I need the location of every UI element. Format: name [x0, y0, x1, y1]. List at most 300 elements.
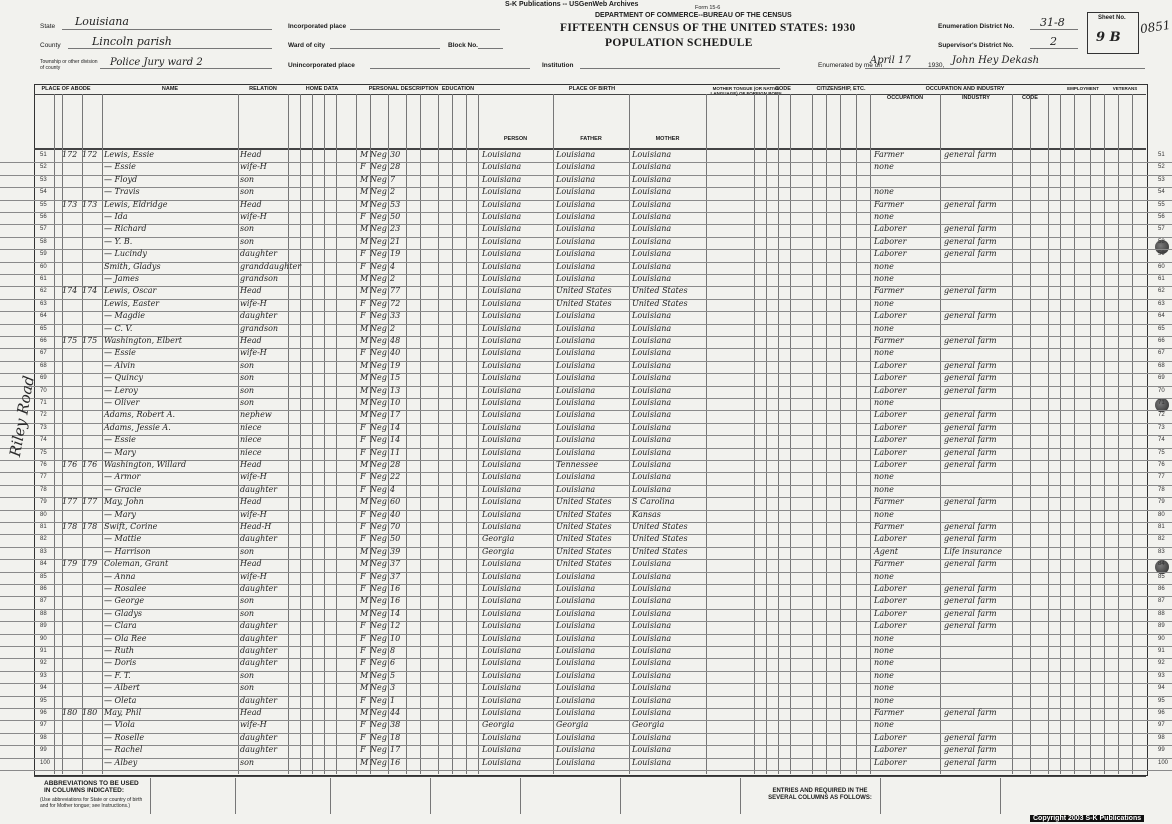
cell-name: — Armor [104, 472, 141, 482]
cell-occ: Laborer [874, 422, 907, 432]
cell-line: 54 [40, 189, 47, 196]
cell-fbp: Louisiana [556, 670, 596, 680]
cell-ind [944, 398, 1010, 408]
table-row [0, 150, 1172, 163]
cell-race: Neg [370, 311, 387, 321]
cell-fam [82, 658, 102, 668]
cell-bp: Louisiana [482, 174, 522, 184]
cell-sex: M [360, 150, 369, 159]
cell-age: 22 [390, 472, 401, 482]
cell-age: 30 [390, 150, 401, 159]
cell-mbp: Georgia [632, 720, 665, 730]
cell-sex: F [360, 484, 366, 494]
table-row [0, 336, 1172, 349]
cell-age: 17 [390, 410, 401, 420]
cell-line-right: 98 [1158, 734, 1165, 741]
cell-occ: Laborer [874, 385, 907, 395]
cell-sex: F [360, 298, 366, 308]
cell-rel: wife-H [240, 348, 267, 358]
cell-line: 96 [40, 710, 47, 716]
cell-name: — C. V. [104, 323, 133, 333]
cell-dwell [62, 745, 84, 755]
cell-ind: general farm [944, 199, 997, 209]
cell-occ: Laborer [874, 460, 907, 469]
cell-fbp: Louisiana [556, 311, 596, 321]
cell-mbp: Louisiana [632, 199, 672, 209]
cell-bp: Louisiana [482, 261, 522, 271]
cell-line: 98 [40, 734, 47, 741]
cell-line: 57 [40, 226, 47, 233]
cell-ind [944, 262, 1010, 272]
cell-fam [82, 262, 102, 272]
cell-line-right: 86 [1158, 586, 1165, 592]
cell-line-right: 78 [1158, 486, 1165, 493]
cell-line-right: 82 [1158, 536, 1165, 543]
cell-age: 72 [390, 298, 401, 308]
cell-fbp: Louisiana [556, 224, 596, 234]
cell-line: 79 [40, 499, 47, 506]
cell-fam: 180 [82, 708, 98, 717]
cell-line-right: 53 [1158, 176, 1165, 183]
table-row [0, 212, 1172, 225]
cell-fam [82, 572, 102, 582]
cell-fbp: Louisiana [556, 584, 596, 593]
cell-line: 89 [40, 623, 47, 630]
cell-name: — Quincy [104, 373, 143, 383]
cell-race: Neg [370, 323, 387, 333]
cell-ind [944, 485, 1010, 495]
cell-fbp: Louisiana [556, 323, 596, 333]
cell-fbp: Louisiana [556, 162, 596, 172]
cell-line: 85 [40, 573, 47, 580]
cell-sex: M [360, 559, 369, 569]
cell-name: — Rachel [104, 745, 143, 755]
cell-race: Neg [370, 683, 387, 693]
cell-race: Neg [370, 646, 387, 655]
cell-fam [82, 386, 102, 396]
cell-name: Lewis, Easter [104, 298, 160, 308]
cell-name: — Oliver [104, 398, 140, 407]
cell-rel: son [240, 236, 255, 246]
cell-name: — George [104, 596, 145, 606]
table-row [0, 758, 1172, 771]
cell-dwell: 177 [62, 497, 78, 507]
cell-fbp: Louisiana [556, 199, 596, 209]
cell-bp: Louisiana [482, 646, 522, 655]
cell-occ: Laborer [874, 584, 907, 593]
cell-rel: Head [240, 199, 262, 209]
cell-line: 91 [40, 648, 47, 654]
cell-line: 73 [40, 424, 47, 431]
cell-fbp: Louisiana [556, 422, 596, 432]
table-row [0, 634, 1172, 647]
cell-rel: Head [240, 559, 262, 569]
cell-mbp: Louisiana [632, 695, 672, 705]
cell-sex: F [360, 658, 366, 668]
cell-fam: 176 [82, 460, 98, 469]
cell-dwell [62, 398, 84, 408]
cell-rel: son [240, 174, 255, 184]
cell-dwell [62, 386, 84, 396]
cell-line: 75 [40, 449, 47, 456]
cell-sex: M [360, 757, 369, 767]
cell-mbp: Louisiana [632, 373, 672, 383]
cell-ind: general farm [944, 249, 997, 259]
cell-ind: general farm [944, 236, 997, 246]
cell-dwell [62, 373, 84, 383]
cell-name: — Oleta [104, 695, 137, 705]
cell-sex: F [360, 732, 366, 742]
cell-sex: M [360, 546, 369, 556]
table-row [0, 745, 1172, 758]
cell-race: Neg [370, 584, 387, 593]
cell-ind: general farm [944, 447, 997, 457]
cell-mbp: Louisiana [632, 410, 672, 420]
incorporated-label: Incorporated place [288, 23, 347, 30]
cell-bp: Louisiana [482, 509, 522, 519]
table-row [0, 262, 1172, 275]
cell-name: — Magdie [104, 311, 146, 321]
table-row [0, 497, 1172, 510]
cell-line: 53 [40, 176, 47, 183]
cell-ind [944, 646, 1010, 656]
cell-dwell [62, 584, 84, 594]
cell-line: 52 [40, 164, 47, 171]
cell-line-right: 91 [1158, 648, 1165, 654]
cell-line-right: 99 [1158, 747, 1165, 754]
enumerated-year: 1930, [928, 62, 945, 69]
cell-name: Smith, Gladys [104, 261, 161, 271]
cell-line: 100 [40, 759, 51, 766]
cell-rel: son [240, 385, 255, 395]
cell-mbp: Louisiana [632, 236, 672, 246]
cell-ind [944, 671, 1010, 681]
cell-name: — Floyd [104, 174, 138, 184]
cell-race: Neg [370, 360, 387, 370]
enum-district-label: Enumeration District No. [938, 23, 1015, 30]
cell-age: 21 [390, 236, 401, 246]
cell-sex: F [360, 348, 366, 358]
cell-name: Adams, Robert A. [104, 410, 176, 420]
cell-fbp: Louisiana [556, 336, 596, 345]
cell-bp: Louisiana [482, 460, 522, 469]
cell-line: 93 [40, 672, 47, 679]
cell-line-right: 84 [1158, 561, 1165, 568]
cell-fbp: Louisiana [556, 633, 596, 643]
cell-line-right: 67 [1158, 350, 1165, 357]
table-row [0, 534, 1172, 547]
cell-rel: daughter [240, 732, 278, 742]
cell-occ: Laborer [874, 745, 907, 755]
table-row [0, 572, 1172, 585]
cell-fbp: Louisiana [556, 410, 596, 420]
cell-mbp: Louisiana [632, 360, 672, 370]
cell-rel: Head [240, 497, 262, 507]
cell-fam [82, 485, 102, 495]
cell-fam [82, 733, 102, 743]
cell-mbp: Louisiana [632, 187, 672, 197]
cell-fbp: United States [556, 497, 612, 507]
cell-line: 88 [40, 610, 47, 617]
cell-rel: son [240, 398, 255, 407]
table-row [0, 720, 1172, 733]
cell-rel: nephew [240, 410, 272, 420]
cell-line-right: 60 [1158, 263, 1165, 270]
cell-occ: Laborer [874, 311, 907, 321]
cell-race: Neg [370, 298, 387, 308]
cell-line-right: 55 [1158, 201, 1165, 208]
cell-age: 70 [390, 522, 401, 531]
cell-age: 33 [390, 311, 401, 321]
cell-age: 3 [390, 683, 396, 693]
cell-occ: Laborer [874, 596, 907, 606]
cell-race: Neg [370, 546, 387, 556]
group-home-data: HOME DATA [305, 86, 339, 92]
enum-district-value: 31-8 [1040, 16, 1065, 29]
cell-dwell [62, 324, 84, 334]
cell-occ: Laborer [874, 757, 907, 767]
cell-age: 50 [390, 534, 401, 544]
cell-age: 17 [390, 745, 401, 755]
cell-ind: general farm [944, 559, 997, 569]
cell-fbp: United States [556, 298, 612, 308]
cell-dwell [62, 572, 84, 582]
cell-fbp: Louisiana [556, 608, 596, 618]
cell-ind: general farm [944, 460, 997, 469]
cell-fam [82, 373, 102, 383]
cell-rel: daughter [240, 484, 278, 494]
enumerator-name: John Hey Dekash [952, 55, 1040, 66]
cell-line-right: 83 [1158, 548, 1165, 555]
cell-bp: Louisiana [482, 571, 522, 581]
cell-name: Washington, Elbert [104, 336, 182, 345]
cell-mbp: Louisiana [632, 670, 672, 680]
footer-divider [150, 778, 151, 814]
cell-sex: F [360, 261, 366, 271]
cell-race: Neg [370, 398, 387, 407]
cell-age: 6 [390, 658, 396, 668]
cell-sex: M [360, 286, 369, 296]
cell-line-right: 81 [1158, 524, 1165, 530]
cell-occ: Farmer [874, 559, 904, 569]
ward-label: Ward of city [288, 42, 325, 49]
table-row [0, 671, 1172, 684]
cell-name: — F. T. [104, 670, 131, 680]
cell-line-right: 62 [1158, 288, 1165, 295]
cell-fam [82, 472, 102, 482]
cell-line-right: 85 [1158, 573, 1165, 580]
cell-fbp: Louisiana [556, 472, 596, 482]
cell-fam [82, 696, 102, 706]
table-row [0, 423, 1172, 436]
group-citizenship: CITIZENSHIP, ETC. [816, 86, 866, 92]
cell-fam: 174 [82, 286, 98, 296]
table-row [0, 162, 1172, 175]
cell-race: Neg [370, 199, 387, 209]
cell-dwell [62, 299, 84, 309]
cell-sex: M [360, 596, 369, 606]
cell-occ: none [874, 683, 894, 693]
cell-dwell [62, 758, 84, 768]
cell-fam [82, 584, 102, 594]
cell-line-right: 89 [1158, 623, 1165, 630]
cell-age: 13 [390, 385, 401, 395]
cell-line: 68 [40, 362, 47, 369]
cell-dwell [62, 596, 84, 606]
cell-fbp: Louisiana [556, 435, 596, 445]
cell-bp: Louisiana [482, 447, 522, 457]
cell-line: 61 [40, 276, 47, 282]
unincorporated-label: Unincorporated place [288, 62, 355, 69]
cell-fam [82, 224, 102, 234]
cell-line-right: 75 [1158, 449, 1165, 456]
cell-race: Neg [370, 460, 387, 469]
cell-mbp: Louisiana [632, 646, 672, 655]
cell-bp: Louisiana [482, 732, 522, 742]
cell-rel: son [240, 224, 255, 234]
cell-ind: general farm [944, 596, 997, 606]
cell-age: 60 [390, 497, 401, 507]
publisher-banner: S-K Publications -- USGenWeb Archives [505, 1, 639, 8]
cell-line-right: 59 [1158, 251, 1165, 258]
cell-line-right: 54 [1158, 189, 1165, 196]
cell-name: — Lucindy [104, 249, 147, 259]
table-row [0, 237, 1172, 250]
cell-dwell [62, 212, 84, 222]
cell-bp: Louisiana [482, 187, 522, 197]
cell-mbp: Louisiana [632, 658, 672, 668]
cell-rel: Head [240, 460, 262, 469]
cell-dwell [62, 448, 84, 458]
cell-bp: Louisiana [482, 484, 522, 494]
cell-fam [82, 745, 102, 755]
cell-rel: Head [240, 286, 262, 296]
cell-ind: general farm [944, 497, 997, 507]
cell-fbp: Louisiana [556, 708, 596, 717]
cell-race: Neg [370, 472, 387, 482]
cell-fbp: Louisiana [556, 236, 596, 246]
cell-mbp: Louisiana [632, 212, 672, 221]
cell-name: — Roselle [104, 732, 145, 742]
table-row [0, 386, 1172, 399]
cell-fbp: Louisiana [556, 757, 596, 767]
cell-ind: general farm [944, 373, 997, 383]
cell-age: 37 [390, 559, 401, 569]
cell-name: Swift, Corine [104, 522, 158, 531]
cell-occ: none [874, 658, 894, 668]
cell-bp: Louisiana [482, 410, 522, 420]
cell-race: Neg [370, 286, 387, 296]
cell-age: 40 [390, 509, 401, 519]
cell-bp: Louisiana [482, 336, 522, 345]
cell-ind: general farm [944, 385, 997, 395]
cell-ind: general farm [944, 311, 997, 321]
cell-name: Lewis, Essie [104, 150, 154, 159]
group-mother-tongue: MOTHER TONGUE (OR NATIVE LANGUAGE) OF FOREIGN BORN [710, 86, 782, 96]
cell-bp: Louisiana [482, 385, 522, 395]
cell-line-right: 71 [1158, 400, 1165, 406]
cell-mbp: Louisiana [632, 348, 672, 358]
cell-mbp: Louisiana [632, 385, 672, 395]
cell-dwell [62, 510, 84, 520]
cell-fbp: Louisiana [556, 621, 596, 631]
cell-rel: son [240, 187, 255, 197]
county-value: Lincoln parish [92, 35, 172, 48]
cell-line: 86 [40, 586, 47, 592]
cell-name: — Albert [104, 683, 140, 693]
cell-rel: son [240, 360, 255, 370]
cell-dwell [62, 534, 84, 544]
cell-occ: none [874, 633, 894, 643]
cell-bp: Louisiana [482, 670, 522, 680]
cell-age: 4 [390, 261, 396, 271]
stamp-number: 0851 [1139, 17, 1172, 37]
cell-sex: M [360, 410, 369, 420]
cell-occ: Farmer [874, 708, 904, 717]
cell-age: 53 [390, 199, 401, 209]
cell-ind: general farm [944, 621, 997, 631]
cell-race: Neg [370, 447, 387, 457]
cell-fbp: Louisiana [556, 348, 596, 358]
table-row [0, 410, 1172, 423]
cell-age: 44 [390, 708, 401, 717]
cell-race: Neg [370, 559, 387, 569]
group-relation: RELATION [249, 86, 277, 92]
cell-ind: general farm [944, 584, 997, 593]
cell-occ: Laborer [874, 236, 907, 246]
table-row [0, 299, 1172, 312]
table-row [0, 522, 1172, 535]
cell-sex: F [360, 249, 366, 259]
cell-dwell [62, 646, 84, 656]
cell-dwell [62, 634, 84, 644]
cell-name: — Essie [104, 162, 136, 172]
cell-occ: Farmer [874, 199, 904, 209]
cell-dwell [62, 621, 84, 631]
cell-age: 4 [390, 484, 396, 494]
cell-sex: F [360, 695, 366, 705]
cell-name: — Leroy [104, 385, 138, 395]
cell-fam: 179 [82, 559, 98, 569]
cell-fam [82, 510, 102, 520]
cell-line: 64 [40, 313, 47, 320]
cell-line: 67 [40, 350, 47, 357]
cell-fbp: Louisiana [556, 695, 596, 705]
cell-ind: general farm [944, 522, 997, 531]
cell-race: Neg [370, 757, 387, 767]
group-name: NAME [161, 86, 179, 92]
cell-mbp: Louisiana [632, 559, 672, 569]
cell-line: 51 [40, 152, 47, 158]
group-personal-description: PERSONAL DESCRIPTION [368, 86, 439, 92]
cell-bp: Georgia [482, 534, 515, 544]
cell-fam: 172 [82, 150, 98, 159]
cell-bp: Louisiana [482, 373, 522, 383]
cell-occ: none [874, 298, 894, 308]
cell-age: 23 [390, 224, 401, 234]
cell-occ: Laborer [874, 621, 907, 631]
cell-sex: M [360, 336, 369, 345]
cell-race: Neg [370, 187, 387, 197]
cell-fbp: Louisiana [556, 187, 596, 197]
cell-dwell [62, 162, 84, 172]
abbreviations-note: (Use abbreviations for State or country of birth and for Mother tongue; see Instructions.) [40, 797, 143, 809]
cell-ind [944, 658, 1010, 668]
cell-dwell [62, 671, 84, 681]
cell-name: Lewis, Eldridge [104, 199, 168, 209]
cell-name: May, John [104, 497, 144, 507]
cell-dwell [62, 175, 84, 185]
